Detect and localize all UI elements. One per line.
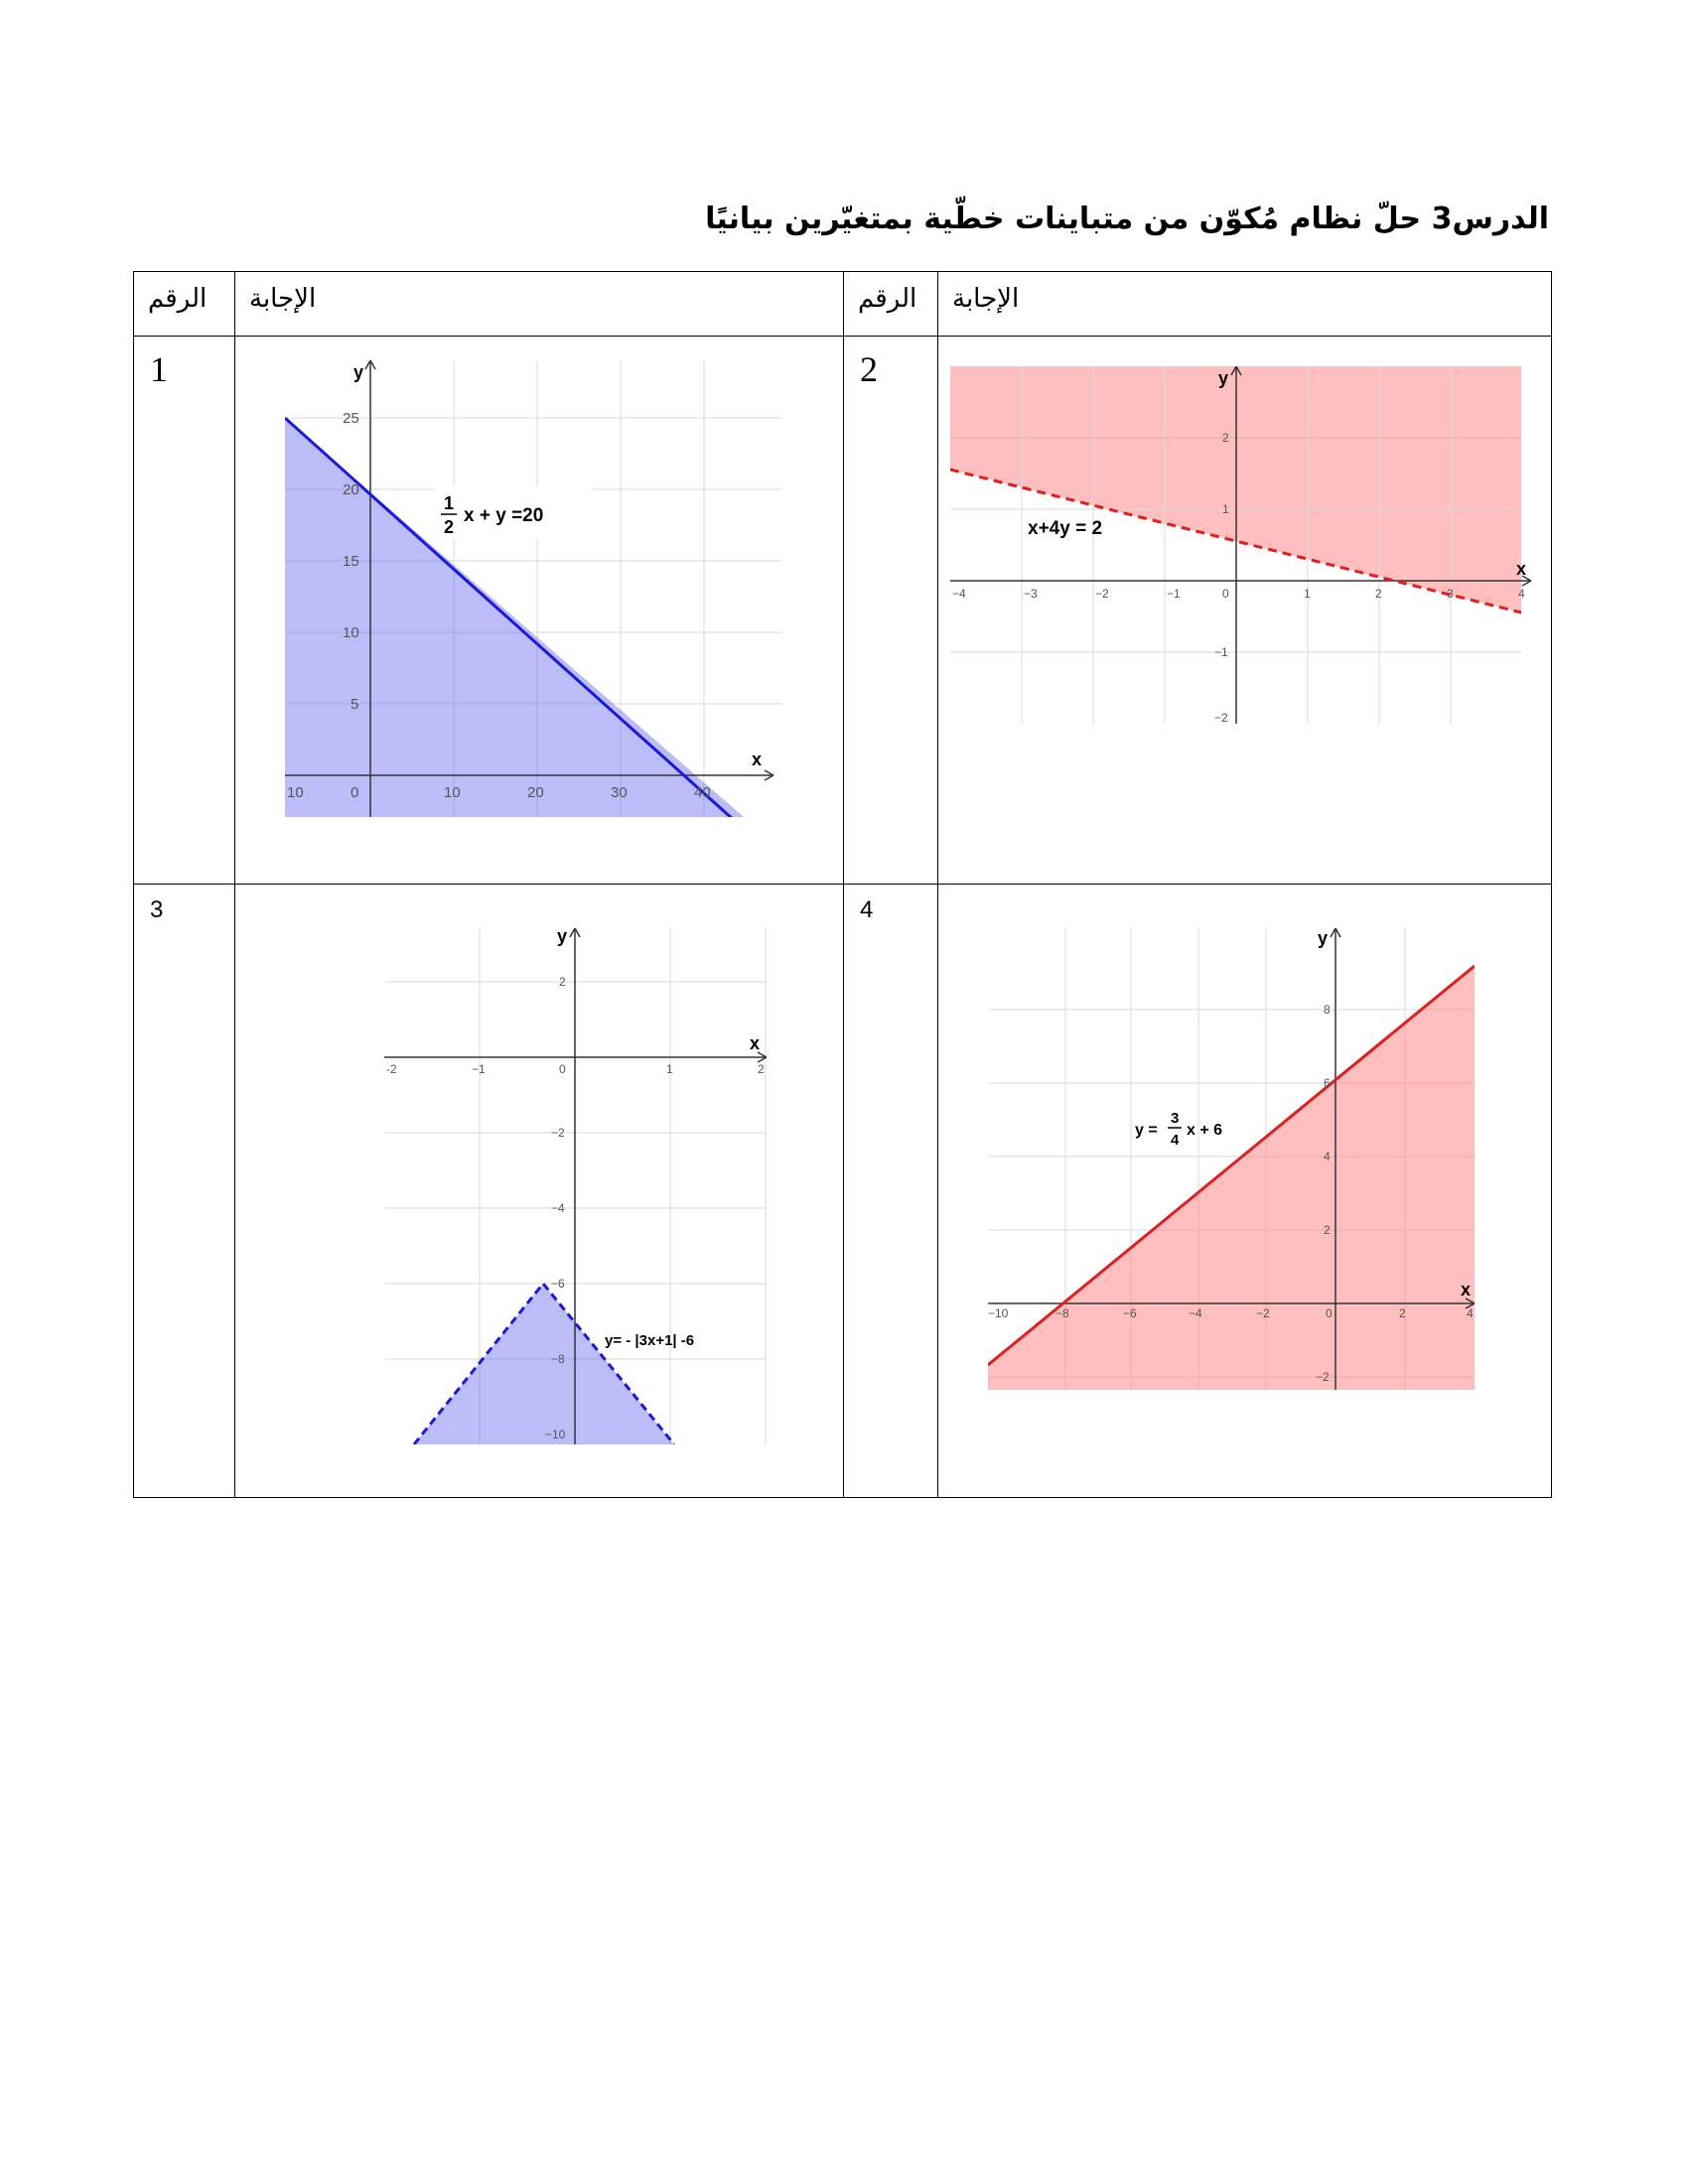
page-title: الدرس3 حلّ نظام مُكوّن من متباينات خطّية بمتغيّرين بيانيًا	[705, 202, 1549, 236]
y-axis-label: y	[1218, 368, 1229, 388]
x-tick-label: -2	[386, 1062, 397, 1076]
number-cell	[134, 337, 235, 885]
x-tick-label: 40	[694, 784, 711, 801]
header-answer-left	[235, 272, 844, 337]
x-tick-label: 0	[351, 784, 359, 801]
y-tick-label: −10	[545, 1428, 566, 1441]
y-tick-label: 8	[1324, 1003, 1331, 1017]
shaded-region	[414, 1284, 674, 1444]
answer-cell	[938, 337, 1552, 885]
x-tick-label: 4	[1467, 1306, 1474, 1320]
y-tick-label: 10	[343, 624, 359, 641]
x-tick-label: −10	[988, 1306, 1009, 1320]
y-tick-label: 5	[351, 696, 359, 713]
equation-frac-den: 4	[1171, 1132, 1180, 1149]
problem-number: 4	[860, 896, 874, 923]
x-tick-label: 10	[287, 784, 304, 801]
x-tick-label: 1	[666, 1062, 673, 1076]
equation-label: x+4y = 2	[1028, 518, 1103, 539]
x-axis-label: x	[752, 750, 763, 769]
x-tick-label: −2	[1095, 587, 1109, 601]
answers-table	[133, 271, 1552, 1498]
x-tick-label: 0	[1326, 1306, 1333, 1320]
header-number-right	[844, 272, 938, 337]
problem-number: 2	[860, 349, 878, 389]
x-tick-label: 2	[1399, 1306, 1406, 1320]
graph-problem-1	[285, 360, 781, 817]
y-tick-label: 2	[559, 975, 566, 989]
y-tick-label: 2	[1324, 1223, 1331, 1237]
x-tick-label: 20	[527, 784, 544, 801]
header-answer-right	[938, 272, 1552, 337]
number-cell	[134, 885, 235, 1498]
y-axis-label: y	[1318, 928, 1329, 948]
y-tick-label: −1	[1214, 645, 1228, 659]
y-tick-label: 1	[1222, 502, 1229, 516]
x-axis-label: x	[1461, 1280, 1472, 1299]
x-axis-label: x	[750, 1033, 761, 1053]
x-tick-label: 0	[559, 1062, 566, 1076]
graph-problem-4	[988, 928, 1475, 1390]
header-number-label: الرقم	[148, 284, 208, 314]
header-answer-label: الإجابة	[249, 284, 317, 314]
equation-frac-num: 3	[1171, 1110, 1180, 1127]
y-tick-label: 6	[1324, 1076, 1331, 1090]
y-tick-label: −6	[551, 1277, 565, 1291]
x-tick-label: 2	[758, 1062, 765, 1076]
table-header-row	[134, 272, 1552, 337]
x-tick-label: −1	[1167, 587, 1181, 601]
x-tick-label: 30	[611, 784, 628, 801]
header-number-label: الرقم	[858, 284, 917, 314]
equation-label: y= - |3x+1| -6	[605, 1332, 695, 1349]
equation-frac-num: 1	[444, 493, 455, 513]
header-answer-label: الإجابة	[952, 284, 1020, 314]
equation-prefix: y =	[1135, 1122, 1158, 1139]
y-tick-label: −2	[1316, 1370, 1330, 1384]
y-tick-label: 2	[1222, 431, 1229, 445]
number-cell	[844, 337, 938, 885]
x-tick-label: 2	[1375, 587, 1382, 601]
x-tick-label: −1	[472, 1062, 486, 1076]
problem-number: 1	[150, 349, 168, 389]
y-tick-label: −8	[551, 1352, 565, 1366]
x-tick-label: 4	[1518, 587, 1525, 601]
x-tick-label: −3	[1024, 587, 1038, 601]
equation-suffix: x + 6	[1187, 1122, 1223, 1139]
graph-problem-2	[950, 366, 1536, 724]
shaded-region	[988, 966, 1475, 1390]
number-cell	[844, 885, 938, 1498]
x-tick-label: 10	[444, 784, 461, 801]
x-tick-label: −4	[952, 587, 966, 601]
header-number-left	[134, 272, 235, 337]
y-tick-label: 20	[343, 481, 359, 498]
y-tick-label: −2	[551, 1126, 565, 1140]
answer-cell	[235, 337, 844, 885]
y-tick-label: −2	[1214, 711, 1228, 724]
answer-cell	[938, 885, 1552, 1498]
x-tick-label: 0	[1222, 587, 1229, 601]
equation-frac-den: 2	[444, 517, 455, 537]
y-axis-label: y	[353, 362, 364, 382]
x-tick-label: −2	[1256, 1306, 1270, 1320]
y-axis-label: y	[557, 928, 568, 946]
graph-problem-3	[384, 928, 767, 1444]
x-tick-label: −8	[1055, 1306, 1069, 1320]
problem-number: 3	[150, 896, 164, 923]
answer-cell	[235, 885, 844, 1498]
y-tick-label: −4	[551, 1201, 565, 1215]
table-row	[134, 337, 1552, 885]
y-tick-label: 4	[1324, 1150, 1331, 1163]
x-tick-label: 3	[1447, 587, 1454, 601]
x-axis-label: x	[1516, 559, 1527, 579]
x-tick-label: −4	[1189, 1306, 1202, 1320]
y-tick-label: 25	[343, 410, 359, 427]
equation-label: x + y =20	[464, 505, 544, 526]
x-tick-label: 1	[1304, 587, 1311, 601]
table-row	[134, 885, 1552, 1498]
y-tick-label: 15	[343, 553, 359, 570]
x-tick-label: −6	[1123, 1306, 1137, 1320]
